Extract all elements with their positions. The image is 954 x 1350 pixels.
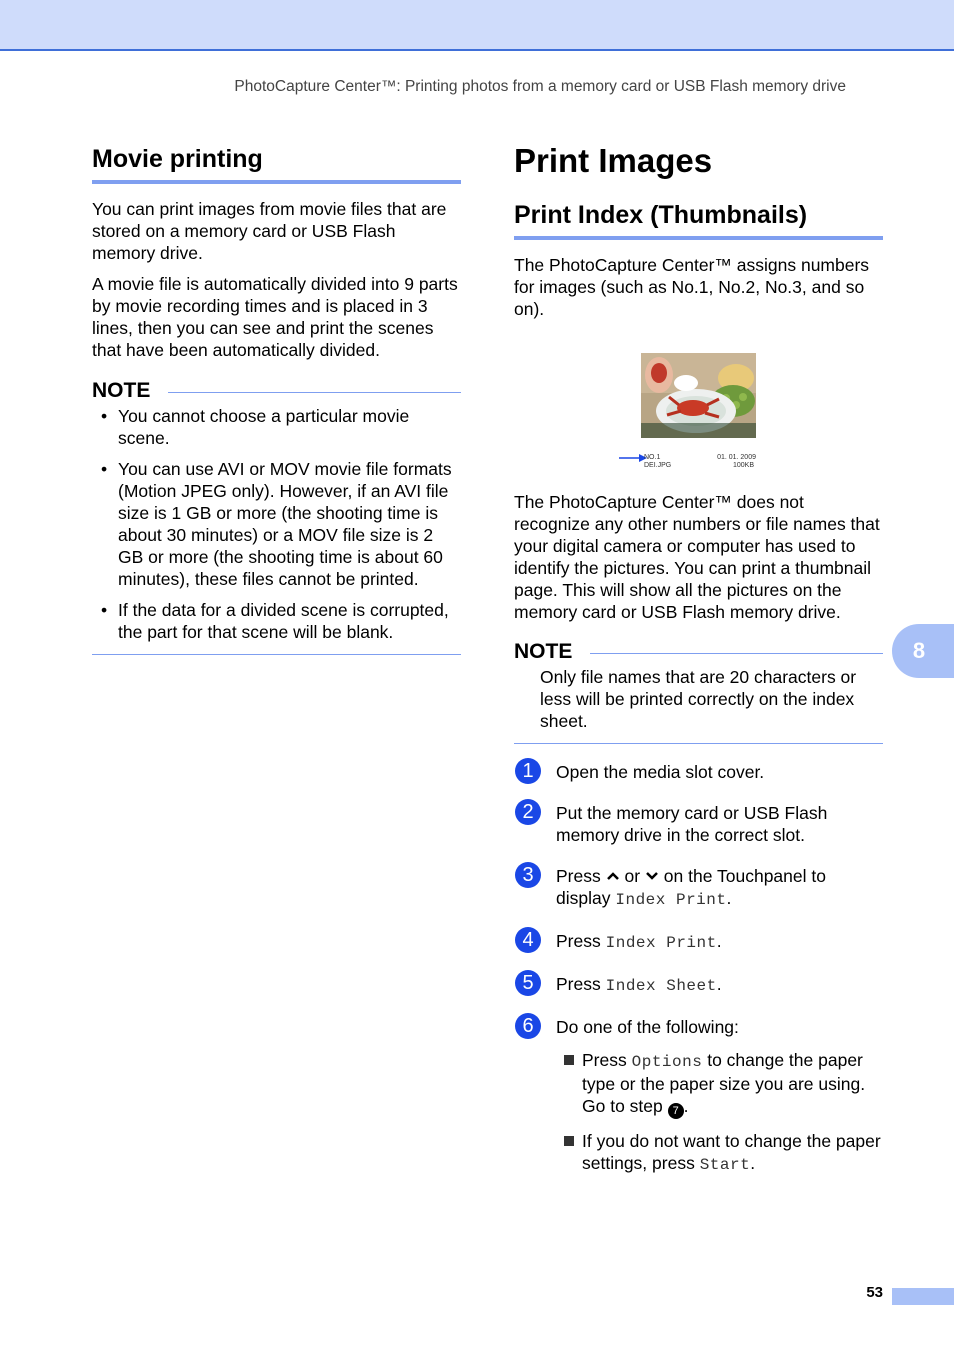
step-press-label: Press xyxy=(556,931,601,951)
step-end-punct: . xyxy=(716,931,722,951)
note-title: NOTE xyxy=(92,379,151,402)
note-end-rule xyxy=(92,654,461,655)
page-number: 53 xyxy=(866,1284,883,1301)
step-end-punct: . xyxy=(716,974,722,994)
step-1 xyxy=(514,761,883,783)
note-rule xyxy=(590,653,883,654)
note-rule xyxy=(168,392,461,393)
ui-label-index-print: Index Print xyxy=(615,891,727,909)
step-3 xyxy=(514,865,883,911)
index-paragraph-1: The PhotoCapture Center™ assigns numbers for images (such as No.1, No.2, No.3, and so on). xyxy=(514,255,870,319)
step-number-badge: 2 xyxy=(515,799,541,825)
ui-label-index-print: Index Print xyxy=(605,934,717,952)
thumbnail-illustration xyxy=(514,353,884,473)
step-end-punct: . xyxy=(726,888,732,908)
movie-paragraph-2: A movie file is automatically divided into 9 parts by movie recording times and is placed in 3 lines, then you can see and print the scenes that have been automatically divided. xyxy=(92,274,458,360)
note-title: NOTE xyxy=(514,640,573,663)
section-title-print-index: Print Index (Thumbnails) xyxy=(514,200,883,240)
chapter-tab xyxy=(892,624,954,678)
ui-label-options: Options xyxy=(631,1053,703,1071)
note-text: Only file names that are 20 characters or less will be printed correctly on the index sheet. xyxy=(540,667,857,731)
step-rest-text: on the Touchpanel to display xyxy=(556,866,826,908)
sub-press-label: Press xyxy=(582,1050,627,1070)
ui-label-index-sheet: Index Sheet xyxy=(605,977,717,995)
step-2 xyxy=(514,802,883,846)
step-6 xyxy=(514,1016,883,1038)
note-header xyxy=(92,379,461,403)
note-header xyxy=(514,640,883,664)
step-number-badge: 1 xyxy=(515,758,541,784)
sub-option-2 xyxy=(514,1130,883,1176)
step-press-label: Press xyxy=(556,974,601,994)
thumbnail-filename: DEI.JPG xyxy=(644,462,672,469)
sub-option-1 xyxy=(514,1049,883,1119)
step-text: Put the memory card or USB Flash memory drive in the correct slot. xyxy=(556,803,828,845)
top-header-band xyxy=(0,0,954,51)
step-number-badge: 5 xyxy=(515,970,541,996)
running-header: PhotoCapture Center™: Printing photos from a memory card or USB Flash memory drive xyxy=(234,78,846,95)
index-paragraph-2: The PhotoCapture Center™ does not recognize any other numbers or file names that your digital camera or computer has used to identify the pictures. You can print a thumbnail page. This will show all the pictures on the memory card or USB Flash memory drive. xyxy=(514,492,880,622)
chapter-number: 8 xyxy=(912,638,926,663)
step-press-label: Press xyxy=(556,866,601,886)
step-4 xyxy=(514,930,883,954)
step-text xyxy=(556,973,883,997)
note-item: • If the data for a divided scene is corrupted, the part for that scene will be blank. xyxy=(92,599,461,643)
step-ref-badge: 7 xyxy=(668,1103,684,1119)
step-text xyxy=(556,930,883,954)
chevron-up-icon xyxy=(606,871,620,881)
thumbnail-date: 01. 01. 2009 xyxy=(717,454,756,461)
left-column xyxy=(92,144,461,655)
step-5 xyxy=(514,973,883,997)
note-list xyxy=(92,405,461,643)
step-number-badge: 6 xyxy=(515,1013,541,1039)
thumbnail-number: NO.1 xyxy=(644,454,661,461)
step-text: Do one of the following: xyxy=(556,1017,739,1037)
movie-paragraph-1: You can print images from movie files that are stored on a memory card or USB Flash memory drive. xyxy=(92,199,447,263)
sub-end-punct: . xyxy=(750,1153,756,1173)
chevron-down-icon xyxy=(645,871,659,881)
sub-text: If you do not want to change the paper settings, press xyxy=(582,1131,881,1173)
right-column xyxy=(514,142,883,1176)
food-photo-image xyxy=(641,353,756,438)
note-item: • You can use AVI or MOV movie file formats (Motion JPEG only). However, if an AVI file size is 1 GB or more (the shooting time is about 30 minutes) or a MOV file size is 2 GB or more (the shooting time is about 60 minutes), these files cannot be printed. xyxy=(92,458,461,590)
step-text: Open the media slot cover. xyxy=(556,762,765,782)
page-title: Print Images xyxy=(514,142,713,179)
sub-rest-text: to change the paper type or the paper size you are using. Go to step xyxy=(582,1050,866,1116)
page-number-band xyxy=(892,1288,954,1305)
thumbnail-photo xyxy=(641,353,756,438)
thumbnail-size: 100KB xyxy=(732,462,754,469)
sub-end-punct: . xyxy=(683,1096,689,1116)
arrow-icon xyxy=(619,453,647,463)
step-text xyxy=(556,865,883,911)
section-title-movie-printing: Movie printing xyxy=(92,144,461,184)
step-or-label: or xyxy=(624,866,641,886)
step-number-badge: 4 xyxy=(515,927,541,953)
step-number-badge: 3 xyxy=(515,862,541,888)
note-item: • You cannot choose a particular movie scene. xyxy=(92,405,461,449)
ui-label-start: Start xyxy=(699,1156,751,1174)
square-bullet-icon xyxy=(564,1055,574,1065)
square-bullet-icon xyxy=(564,1136,574,1146)
